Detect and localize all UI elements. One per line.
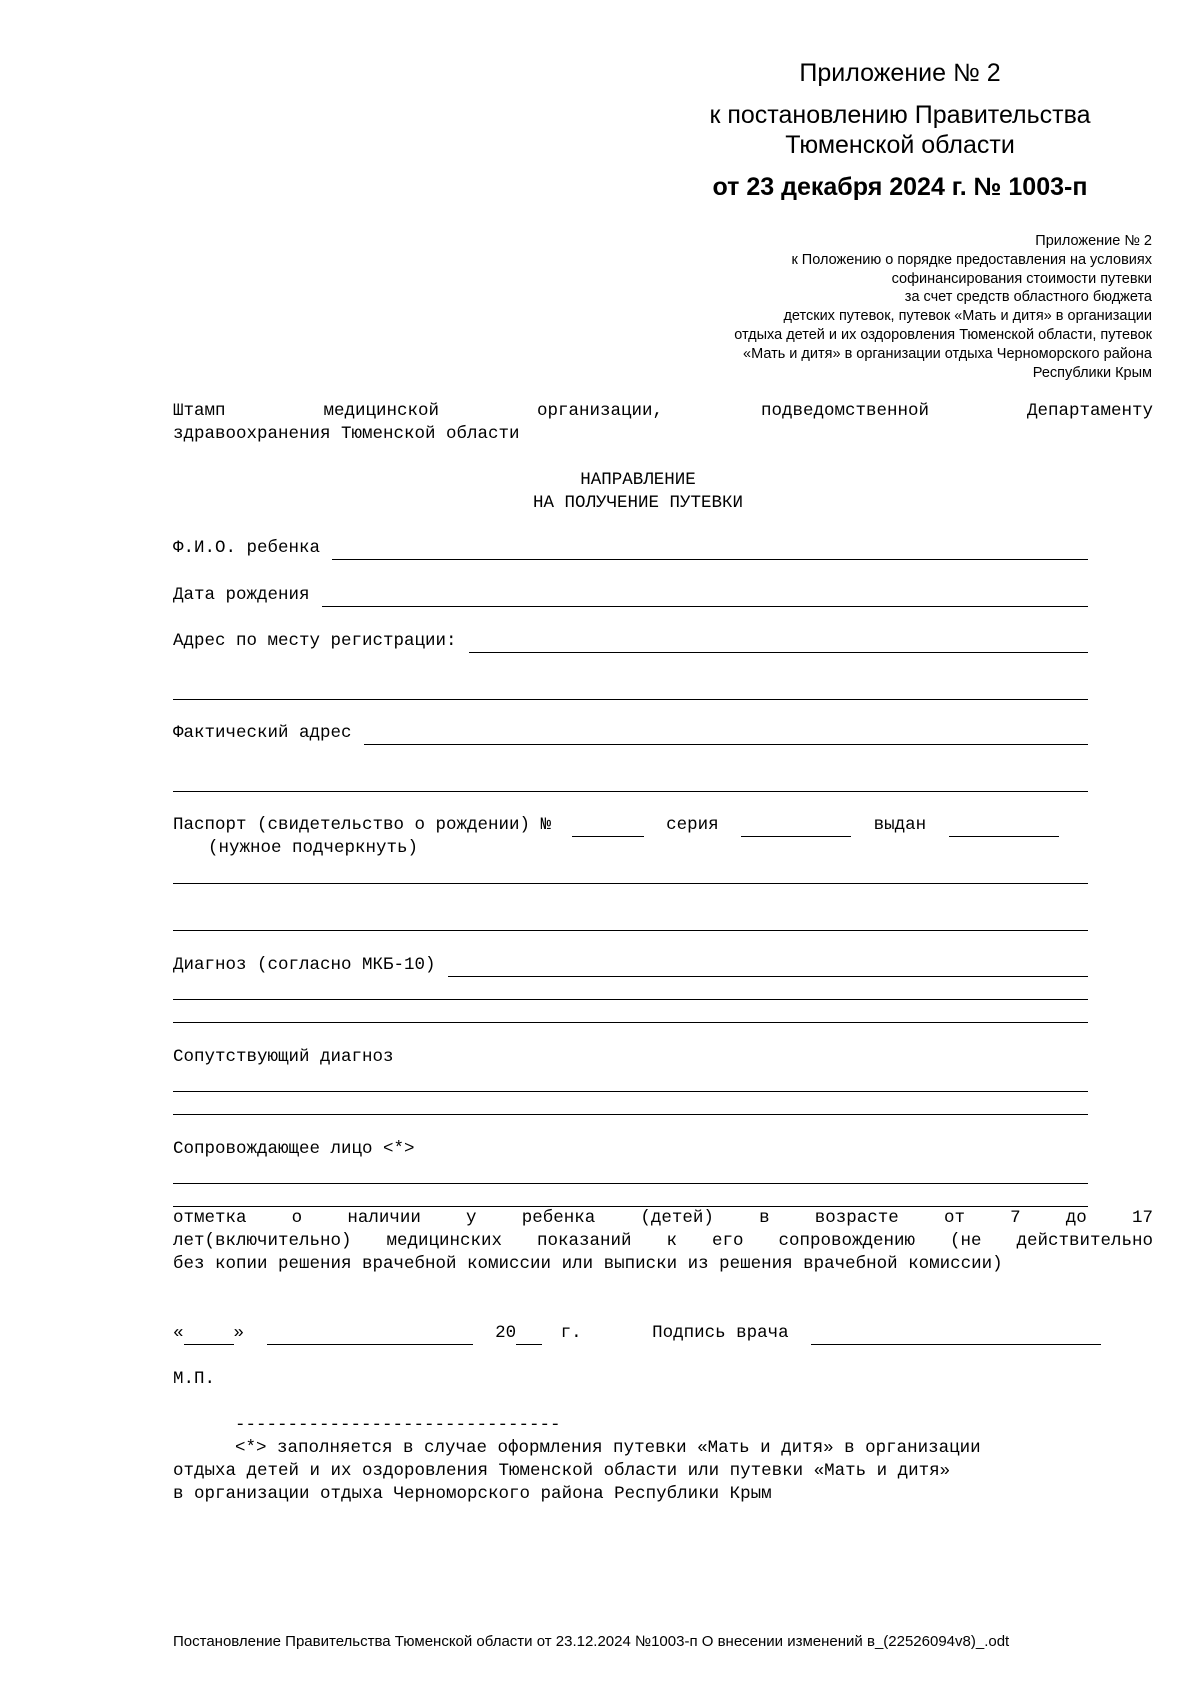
reg-address-label: Адрес по месту регистрации: <box>173 631 457 651</box>
issued-label: выдан <box>873 815 927 835</box>
passport-line-2[interactable] <box>173 883 1088 884</box>
reg-address-field[interactable] <box>469 634 1088 653</box>
diagnosis-row <box>173 954 1088 977</box>
diagnosis-label: Диагноз (согласно МКБ-10) <box>173 955 436 975</box>
date-signature-row <box>173 1322 1101 1345</box>
sub-annex-line: «Мать и дитя» в организации отдыха Черноморского района <box>743 345 1152 362</box>
actual-address-line-2[interactable] <box>173 791 1088 792</box>
diagnosis-line-3[interactable] <box>173 1022 1088 1023</box>
concomitant-label: Сопутствующий диагноз <box>173 1047 394 1067</box>
doctor-signature-field[interactable] <box>811 1326 1101 1345</box>
passport-line-3[interactable] <box>173 930 1088 931</box>
underline-note: (нужное подчеркнуть) <box>208 838 419 858</box>
passport-row <box>173 814 1059 837</box>
passport-series-field[interactable] <box>741 818 851 837</box>
annex-title: Приложение № 2 <box>799 59 1001 87</box>
child-name-field[interactable] <box>332 541 1088 560</box>
sub-annex-line: Приложение № 2 <box>1035 233 1152 249</box>
sub-annex-line: Республики Крым <box>1032 364 1152 381</box>
companion-line-1[interactable] <box>173 1183 1088 1184</box>
doctor-signature-label: Подпись врача <box>652 1323 789 1343</box>
note-line-2: лет(включительно) медицинских показаний к его сопровождению (не действительно <box>173 1231 1153 1251</box>
sub-annex-line: отдыха детей и их оздоровления Тюменской области, путевок <box>734 326 1152 343</box>
child-name-label: Ф.И.О. ребенка <box>173 538 321 558</box>
diagnosis-field[interactable] <box>448 958 1088 977</box>
passport-label: Паспорт (свидетельство о рождении) № <box>173 815 552 835</box>
birth-date-row <box>173 584 1088 607</box>
passport-number-field[interactable] <box>572 818 644 837</box>
year-suffix: г. <box>560 1323 582 1343</box>
reg-address-line-2[interactable] <box>173 699 1088 700</box>
month-field[interactable] <box>267 1326 473 1345</box>
sub-annex-block <box>592 232 1152 382</box>
concomitant-line-2[interactable] <box>173 1114 1088 1115</box>
open-quote: « <box>173 1323 184 1343</box>
sub-annex-line: софинансирования стоимости путевки <box>891 270 1152 287</box>
passport-issued-field[interactable] <box>949 818 1059 837</box>
stamp-line-2: здравоохранения Тюменской области <box>173 424 520 444</box>
year-field[interactable] <box>516 1326 542 1345</box>
sub-annex-line: детских путевок, путевок «Мать и дитя» в организации <box>783 308 1152 325</box>
footnote-separator: ------------------------------- <box>235 1415 561 1435</box>
actual-address-row <box>173 722 1088 745</box>
stamp-place-mark: М.П. <box>173 1369 216 1389</box>
companion-label: Сопровождающее лицо <*> <box>173 1139 415 1159</box>
note-line-1: отметка о наличии у ребенка (детей) в возрасте от 7 до 17 <box>173 1208 1153 1228</box>
decree-line-1: к постановлению Правительства <box>709 101 1091 129</box>
stamp-line-1: Штамп медицинской организации, подведомственной Департаменту <box>173 401 1153 421</box>
decree-line-2: Тюменской области <box>785 131 1015 159</box>
footnote-line-2: отдыха детей и их оздоровления Тюменской области или путевки «Мать и дитя» <box>173 1461 951 1481</box>
actual-address-field[interactable] <box>364 726 1088 745</box>
sub-annex-line: за счет средств областного бюджета <box>904 289 1152 306</box>
decree-date: от 23 декабря 2024 г. № 1003-п <box>712 173 1088 201</box>
form-subtitle: НА ПОЛУЧЕНИЕ ПУТЕВКИ <box>532 493 744 513</box>
close-quote: » <box>233 1323 245 1343</box>
concomitant-line-1[interactable] <box>173 1091 1088 1092</box>
sub-annex-line: к Положению о порядке предоставления на условиях <box>791 251 1152 268</box>
form-title: НАПРАВЛЕНИЕ <box>580 470 696 490</box>
decree-reference <box>640 100 1160 160</box>
day-field[interactable] <box>184 1326 234 1345</box>
note-line-3: без копии решения врачебной комиссии или выписки из решения врачебной комиссии) <box>173 1254 1003 1274</box>
series-label: серия <box>666 815 719 835</box>
footnote-line-3: в организации отдыха Черноморского района Республики Крым <box>173 1484 772 1504</box>
diagnosis-line-2[interactable] <box>173 999 1088 1000</box>
document-footer: Постановление Правительства Тюменской области от 23.12.2024 №1003-п О внесении изменений в_(22526094v8)_.odt <box>173 1633 1010 1650</box>
reg-address-row <box>173 630 1088 653</box>
child-name-row <box>173 537 1088 560</box>
footnote-line-1: <*> заполняется в случае оформления путевки «Мать и дитя» в организации <box>235 1438 981 1458</box>
birth-date-label: Дата рождения <box>173 585 310 605</box>
actual-address-label: Фактический адрес <box>173 723 352 743</box>
year-prefix: 20 <box>495 1323 517 1343</box>
birth-date-field[interactable] <box>322 588 1088 607</box>
